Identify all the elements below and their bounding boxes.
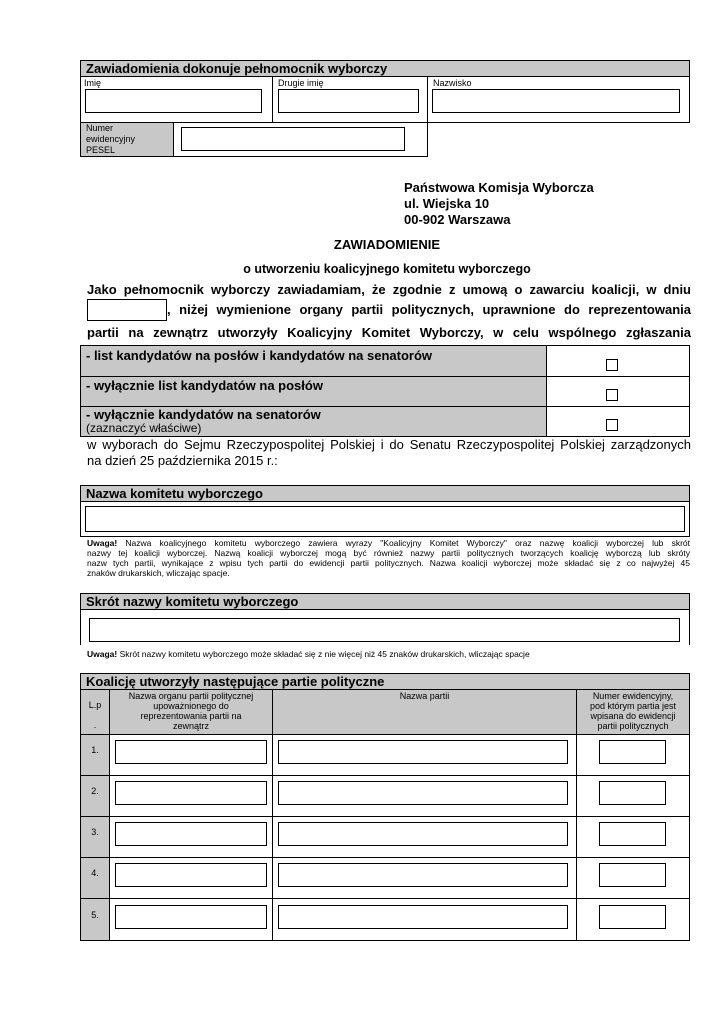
row-3-party-field[interactable] <box>278 822 568 846</box>
committee-short-note-text: Skrót nazwy komitetu wyborczego może składać się z nie więcej niż 45 znaków drukarskich, wliczając spacje <box>119 649 530 659</box>
committee-short-note <box>87 649 530 659</box>
surname-field[interactable] <box>432 89 680 113</box>
committee-name-title: Nazwa komitetu wyborczego <box>86 486 263 501</box>
first-name-label: Imię <box>84 78 102 88</box>
divider <box>81 376 689 377</box>
divider <box>546 346 547 436</box>
committee-short-header <box>80 593 690 610</box>
col-lp-header-2: . <box>93 720 97 730</box>
row-3-organ-field[interactable] <box>115 822 267 846</box>
col-lp-header-1: L.p <box>88 700 102 710</box>
committee-name-field[interactable] <box>85 506 685 532</box>
committee-name-note-line-3: nazw tych partii, wynikające z wpisu tych partii do ewidencji partii politycznych. Nazwa koalicji wyborczej może składać się z co najwyżej 45 <box>87 558 690 568</box>
pesel-label-3: PESEL <box>86 145 116 155</box>
divider <box>272 690 273 940</box>
divider <box>81 857 689 858</box>
committee-name-note <box>87 538 690 578</box>
row-1-party-field[interactable] <box>278 740 568 764</box>
col-party-header: Nazwa partii <box>399 691 450 701</box>
col-number-header-4: partii politycznych <box>597 721 669 731</box>
proxy-section-title: Zawiadomienia dokonuje pełnomocnik wyborczy <box>86 61 388 76</box>
committee-name-note-line-1: Nazwa koalicyjnego komitetu wyborczego zawiera wyrazy "Koalicyjny Komitet Wyborczy" oraz nazwę koalicji wyborczej lub skrót <box>125 538 690 548</box>
col-organ-header-4: zewnątrz <box>172 721 209 731</box>
option-2-checkbox[interactable] <box>606 389 618 401</box>
intro-line-2: , niżej wymienione organy partii politycznych, uprawnione do reprezentowania <box>167 302 691 317</box>
second-name-field[interactable] <box>278 89 419 113</box>
committee-short-title: Skrót nazwy komitetu wyborczego <box>86 594 299 609</box>
pesel-label-2: ewidencyjny <box>86 134 136 144</box>
committee-name-note-line-2: nazwy tej koalicji wyborczej. Nazwą koalicji wyborczej mogą być również nazwy partii politycznych tworzących koalicję wyborczą lub skróty <box>87 548 690 558</box>
elections-text-line-2: na dzień 25 października 2015 r.: <box>87 453 278 468</box>
pesel-field[interactable] <box>181 127 405 151</box>
option-1-checkbox[interactable] <box>606 359 618 371</box>
row-2-organ-field[interactable] <box>115 781 267 805</box>
proxy-section-header <box>80 60 690 77</box>
surname-label: Nazwisko <box>433 78 472 88</box>
committee-name-note-line-4: znaków drukarskich, wliczając spacje. <box>87 568 230 578</box>
elections-text-line-1: w wyborach do Sejmu Rzeczypospolitej Polskiej i do Senatu Rzeczypospolitej Polskiej zarządzonych <box>87 437 691 452</box>
row-2-party-field[interactable] <box>278 781 568 805</box>
option-3-checkbox[interactable] <box>606 419 618 431</box>
row-5-organ-field[interactable] <box>115 905 267 929</box>
divider <box>272 76 273 123</box>
option-3-label: - wyłącznie kandydatów na senatorów <box>86 407 321 422</box>
divider <box>81 898 689 899</box>
row-1-number-field[interactable] <box>599 740 666 764</box>
committee-short-note-prefix: Uwaga! <box>87 649 118 659</box>
col-number-header-2: pod którym partia jest <box>589 701 677 711</box>
col-organ-header <box>110 691 272 731</box>
pesel-label-1: Numer <box>86 123 114 133</box>
col-number-header-3: wpisana do ewidencji <box>590 711 676 721</box>
row-1-number: 1. <box>91 745 99 755</box>
col-number-header-1: Numer ewidencyjny, <box>592 691 674 701</box>
intro-line-3: partii na zewnątrz utworzyły Koalicyjny Komitet Wyborczy, w celu wspólnego zgłaszania <box>87 325 691 340</box>
col-organ-header-3: reprezentowania partii na <box>140 711 242 721</box>
row-5-number-field[interactable] <box>599 905 666 929</box>
notice-title: ZAWIADOMIENIE <box>333 237 441 252</box>
divider <box>81 734 689 735</box>
row-4-party-field[interactable] <box>278 863 568 887</box>
row-2-number: 2. <box>91 786 99 796</box>
committee-name-header <box>80 485 690 502</box>
row-4-number: 4. <box>91 868 99 878</box>
parties-table-title: Koalicję utworzyły następujące partie polityczne <box>86 674 385 689</box>
address-line-1: Państwowa Komisja Wyborcza <box>404 180 594 195</box>
option-2-label: - wyłącznie list kandydatów na posłów <box>86 378 323 393</box>
coalition-date-field[interactable] <box>87 299 167 321</box>
row-3-number-field[interactable] <box>599 822 666 846</box>
col-organ-header-2: upoważnionego do <box>153 701 229 711</box>
committee-name-note-prefix: Uwaga! <box>87 538 118 548</box>
col-organ-header-1: Nazwa organu partii politycznej <box>128 691 254 701</box>
row-1-organ-field[interactable] <box>115 740 267 764</box>
divider <box>81 775 689 776</box>
notice-subtitle: o utworzeniu koalicyjnego komitetu wyborczego <box>243 262 531 276</box>
row-2-number-field[interactable] <box>599 781 666 805</box>
option-3-note: (zaznaczyć właściwe) <box>86 421 202 435</box>
row-5-number: 5. <box>91 910 99 920</box>
option-1-label: - list kandydatów na posłów i kandydatów na senatorów <box>86 348 432 363</box>
committee-short-field[interactable] <box>89 618 680 642</box>
col-number-header <box>577 691 689 731</box>
row-4-number-field[interactable] <box>599 863 666 887</box>
divider <box>427 76 428 123</box>
address-line-3: 00-902 Warszawa <box>404 212 511 227</box>
intro-line-1: Jako pełnomocnik wyborczy zawiadamiam, że zgodnie z umową o zawarciu koalicji, w dniu <box>87 282 691 297</box>
address-line-2: ul. Wiejska 10 <box>404 196 490 211</box>
divider <box>81 816 689 817</box>
row-3-number: 3. <box>91 827 99 837</box>
parties-table-header <box>80 673 690 690</box>
second-name-label: Drugie imię <box>278 78 324 88</box>
row-4-organ-field[interactable] <box>115 863 267 887</box>
row-5-party-field[interactable] <box>278 905 568 929</box>
first-name-field[interactable] <box>85 89 262 113</box>
